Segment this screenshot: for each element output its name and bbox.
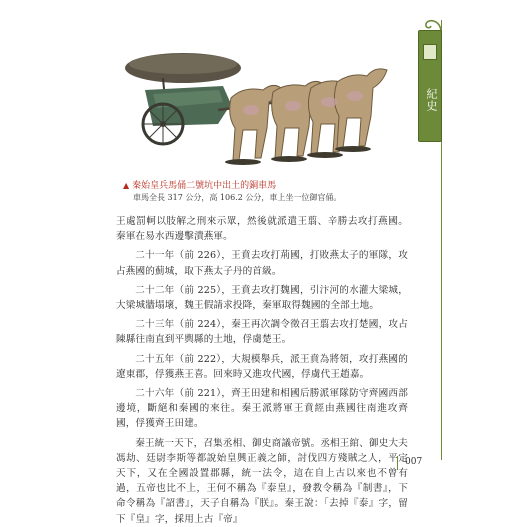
caption-title: 秦始皇兵馬俑二號坑中出土的銅車馬 xyxy=(132,181,277,191)
bronze-chariot-photo xyxy=(123,38,393,176)
caption-detail: 車馬全長 317 公分，高 106.2 公分，車上坐一位御官俑。 xyxy=(133,193,342,202)
paragraph: 二十二年（前 225），王賁去攻打魏國，引汴河的水灌大梁城，大梁城牆塌壞，魏王假請求投降，秦軍取得魏國的全部土地。 xyxy=(116,284,408,312)
page-number-rule xyxy=(397,456,398,470)
body-text xyxy=(116,214,408,527)
page-number: 007 xyxy=(405,457,423,467)
caption-triangle-icon: ▲ xyxy=(123,181,130,190)
chapter-tab-label: 紀史 xyxy=(425,88,438,112)
paragraph: 二十五年（前 222），大規模舉兵，派王賁為將領，攻打燕國的遼東郡，俘獲燕王喜。回來時又進攻代國，俘虜代王趙嘉。 xyxy=(116,353,408,380)
paragraph: 二十一年（前 226），王賁去攻打荊國，打敗燕太子的軍隊，攻占燕國的薊城，取下燕太子丹的首級。 xyxy=(116,250,408,277)
paragraph: 秦王統一天下，召集丞相、御史商議帝號。丞相王綰、御史大夫馮劫、廷尉李斯等都說始皇興正義之師，討伐四方殘賊之人，平定天下，又在全國設置郡縣，統一法令，這在自上古以來也不曾有過，五帝也比不上，王何不稱為『泰皇』，發教令稱為『制書』，下命令稱為『詔書』，天子自稱為『朕』。秦王說：「去掉『泰』字，留下『皇』字，採用上古『帝』 xyxy=(116,437,409,525)
paragraph: 二十六年（前 221），齊王田建和相國后勝派軍隊防守齊國西部邊境，斷絕和秦國的來往。秦王派將軍王賁經由燕國往南進攻齊國，俘獲齊王田建。 xyxy=(116,388,408,430)
chapter-tab-marker xyxy=(423,44,437,60)
paragraph: 王處罰軻以肢解之刑來示眾，然後就派遣王翦、辛勝去攻打燕國。秦軍在易水西邊擊潰燕軍。 xyxy=(116,216,408,243)
paragraph: 二十三年（前 224），秦王再次調令徵召王翦去攻打楚國，攻占陳縣往南直到平輿縣的土地，俘虜楚王。 xyxy=(116,319,408,346)
figure-caption xyxy=(123,180,393,204)
